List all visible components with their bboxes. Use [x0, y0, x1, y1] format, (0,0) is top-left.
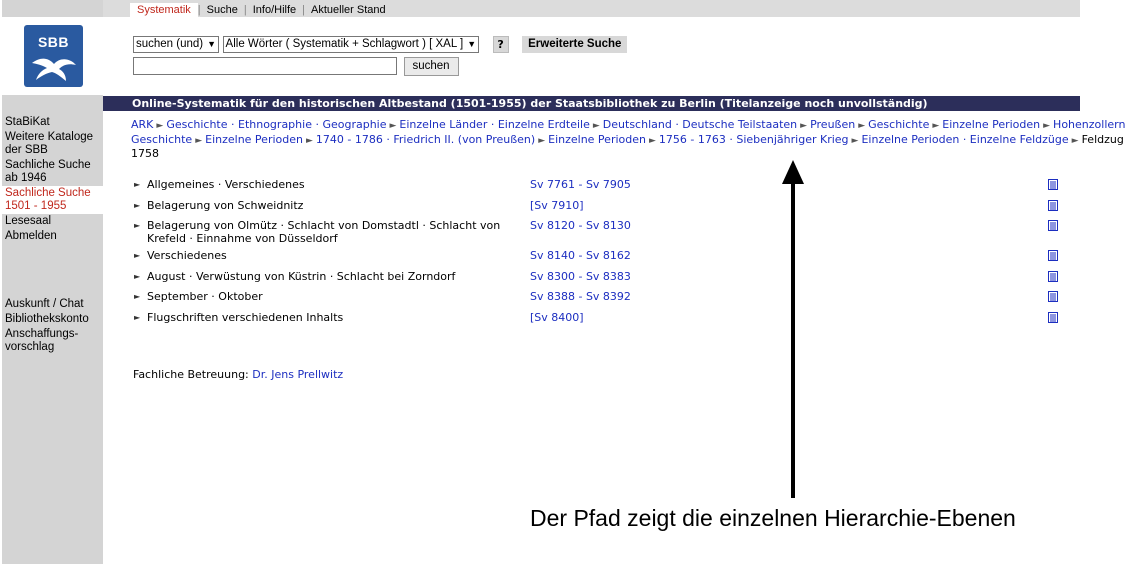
list-document-icon[interactable]: [1048, 220, 1058, 231]
breadcrumb-link[interactable]: ARK: [131, 118, 154, 131]
tab-separator: |: [197, 4, 201, 16]
breadcrumb-link[interactable]: Geschichte: [131, 132, 193, 146]
chevron-down-icon: ▼: [467, 39, 477, 49]
signature-link[interactable]: Sv 7761 - Sv 7905: [530, 178, 631, 191]
list-document-icon[interactable]: [1048, 312, 1058, 323]
sidebar-item-bibliothekskonto[interactable]: Bibliothekskonto: [5, 313, 89, 325]
breadcrumb-current: Feldzug: [1081, 132, 1124, 146]
category-label: September · Oktober: [147, 290, 263, 304]
tab-aktueller-stand[interactable]: Aktueller Stand: [311, 4, 386, 16]
main-tabs: [130, 3, 392, 17]
breadcrumb-arrow-icon: ►: [389, 121, 397, 131]
breadcrumb-arrow-icon: ►: [195, 135, 203, 146]
signature-link[interactable]: Sv 8388 - Sv 8392: [530, 290, 631, 304]
breadcrumb-link[interactable]: Einzelne Perioden · Einzelne Feldzüge: [861, 132, 1069, 146]
signature-link[interactable]: Sv 8300 - Sv 8383: [530, 269, 631, 283]
eagle-logo-icon: [30, 55, 78, 83]
category-label: Verschiedenes: [147, 249, 227, 263]
sidebar-item-anschaffungsvorschlag[interactable]: Anschaffungs-vorschlag: [5, 328, 79, 353]
category-label: Allgemeines · Verschiedenes: [147, 178, 305, 191]
list-item[interactable]: [134, 290, 1074, 311]
breadcrumb-line: [131, 147, 1080, 162]
list-document-icon[interactable]: [1048, 291, 1058, 302]
triangle-right-icon[interactable]: ►: [134, 200, 141, 210]
search-submit-button[interactable]: suchen: [404, 57, 459, 76]
breadcrumb-link[interactable]: Einzelne Perioden: [205, 132, 303, 146]
sidebar-item-stabikat[interactable]: StaBiKat: [5, 116, 50, 128]
tab-systematik[interactable]: Systematik: [130, 3, 198, 17]
triangle-right-icon[interactable]: ►: [134, 312, 141, 322]
tab-suche[interactable]: Suche: [206, 4, 238, 16]
search-mode-select[interactable]: [133, 36, 219, 53]
sidebar-item-weitere-kataloge[interactable]: Weitere Kataloge der SBB: [5, 131, 94, 156]
list-document-icon[interactable]: [1048, 200, 1058, 211]
tab-separator: |: [302, 4, 305, 16]
advanced-search-button[interactable]: Erweiterte Suche: [522, 36, 627, 53]
breadcrumb-line: [131, 132, 1124, 148]
breadcrumb-link[interactable]: Einzelne Perioden: [942, 118, 1041, 131]
search-input[interactable]: [133, 57, 397, 75]
triangle-right-icon[interactable]: ►: [134, 292, 141, 302]
sidebar-menu: [2, 115, 103, 355]
help-button[interactable]: ?: [493, 36, 509, 53]
tab-separator: |: [243, 4, 247, 16]
tab-info-hilfe[interactable]: Info/Hilfe: [252, 4, 297, 16]
signature-link[interactable]: [Sv 8400]: [530, 310, 584, 324]
breadcrumb-arrow-icon: ►: [851, 135, 859, 146]
subject-specialist-label: Fachliche Betreuung:: [133, 368, 249, 381]
sidebar-item-abmelden[interactable]: Abmelden: [5, 230, 57, 242]
breadcrumb-arrow-icon: ►: [800, 121, 808, 131]
list-item[interactable]: [134, 178, 1074, 199]
breadcrumb-arrow-icon: ►: [932, 121, 940, 131]
search-options-row: [133, 36, 627, 53]
breadcrumb-arrow-icon: ►: [538, 135, 546, 146]
breadcrumb-line: [131, 118, 1125, 133]
breadcrumb-arrow-icon: ►: [156, 121, 164, 131]
category-list: [134, 178, 1074, 332]
chevron-down-icon: ▼: [207, 39, 217, 49]
breadcrumb: [131, 118, 1125, 162]
list-item[interactable]: [134, 249, 1074, 270]
list-item[interactable]: [134, 270, 1074, 291]
category-label: Flugschriften verschiedenen Inhalts: [147, 310, 344, 324]
list-item[interactable]: [134, 199, 1074, 220]
logo-area: [2, 17, 103, 95]
list-document-icon[interactable]: [1048, 250, 1058, 261]
search-scope-select[interactable]: [223, 36, 480, 53]
triangle-right-icon[interactable]: ►: [134, 251, 141, 261]
triangle-right-icon[interactable]: ►: [134, 271, 141, 281]
search-query-row: [133, 57, 459, 76]
subject-specialist: [133, 368, 343, 381]
breadcrumb-arrow-icon: ►: [1043, 121, 1051, 131]
signature-link[interactable]: Sv 8120 - Sv 8130: [530, 219, 631, 233]
list-item[interactable]: [134, 311, 1074, 332]
breadcrumb-link[interactable]: Geschichte: [868, 118, 930, 131]
breadcrumb-link[interactable]: Preußen: [810, 118, 856, 131]
category-label: August · Verwüstung von Küstrin · Schlacht bei Zorndorf: [147, 269, 456, 283]
list-item[interactable]: [134, 219, 1074, 249]
breadcrumb-link[interactable]: 1756 - 1763 · Siebenjähriger Krieg: [658, 132, 849, 146]
list-document-icon[interactable]: [1048, 179, 1058, 190]
sidebar-item-sachliche-suche-1946[interactable]: Sachliche Suche ab 1946: [5, 159, 91, 184]
triangle-right-icon[interactable]: ►: [134, 180, 141, 189]
sidebar-item-sachliche-suche-1501[interactable]: Sachliche Suche 1501 - 1955: [2, 186, 103, 214]
breadcrumb-link[interactable]: Einzelne Länder · Einzelne Erdteile: [399, 118, 590, 131]
signature-link[interactable]: Sv 8140 - Sv 8162: [530, 249, 631, 263]
annotation-caption: Der Pfad zeigt die einzelnen Hierarchie-Ebenen: [530, 505, 1016, 531]
breadcrumb-arrow-icon: ►: [305, 135, 313, 146]
breadcrumb-arrow-icon: ►: [592, 121, 600, 131]
sidebar-spacer: [2, 244, 103, 297]
subject-specialist-link[interactable]: Dr. Jens Prellwitz: [252, 368, 344, 381]
breadcrumb-arrow-icon: ►: [1071, 135, 1079, 146]
breadcrumb-link[interactable]: Geschichte · Ethnographie · Geographie: [166, 118, 387, 131]
list-document-icon[interactable]: [1048, 271, 1058, 282]
breadcrumb-arrow-icon: ►: [858, 121, 866, 131]
breadcrumb-arrow-icon: ►: [648, 135, 656, 146]
signature-link[interactable]: [Sv 7910]: [530, 198, 584, 212]
breadcrumb-link[interactable]: Hohenzollern: [1053, 118, 1125, 131]
annotation-arrow-up-icon: [778, 160, 808, 500]
category-label: Belagerung von Olmütz · Schlacht von Domstadtl · Schlacht von Krefeld · Einnahme von Düsseldorf: [147, 219, 501, 246]
search-mode-value: suchen (und): [136, 38, 204, 50]
sidebar-item-lesesaal[interactable]: Lesesaal: [5, 215, 52, 227]
search-scope-value: Alle Wörter ( Systematik + Schlagwort ) [ XAL ]: [225, 38, 464, 50]
triangle-right-icon[interactable]: ►: [134, 221, 141, 231]
sidebar-item-auskunft-chat[interactable]: Auskunft / Chat: [5, 298, 84, 310]
logo-text: SBB: [37, 34, 70, 50]
breadcrumb-link[interactable]: Einzelne Perioden: [548, 132, 646, 146]
breadcrumb-link[interactable]: Deutschland · Deutsche Teilstaaten: [602, 118, 798, 131]
breadcrumb-current-continued: 1758: [131, 147, 159, 160]
page-title: Online-Systematik für den historischen Altbestand (1501-1955) der Staatsbibliothek zu Berlin (Titelanzeige noch unvollständig): [103, 96, 1080, 111]
category-label: Belagerung von Schweidnitz: [147, 198, 304, 212]
breadcrumb-link[interactable]: 1740 - 1786 · Friedrich II. (von Preußen): [315, 132, 536, 146]
sbb-logo[interactable]: [24, 25, 83, 87]
